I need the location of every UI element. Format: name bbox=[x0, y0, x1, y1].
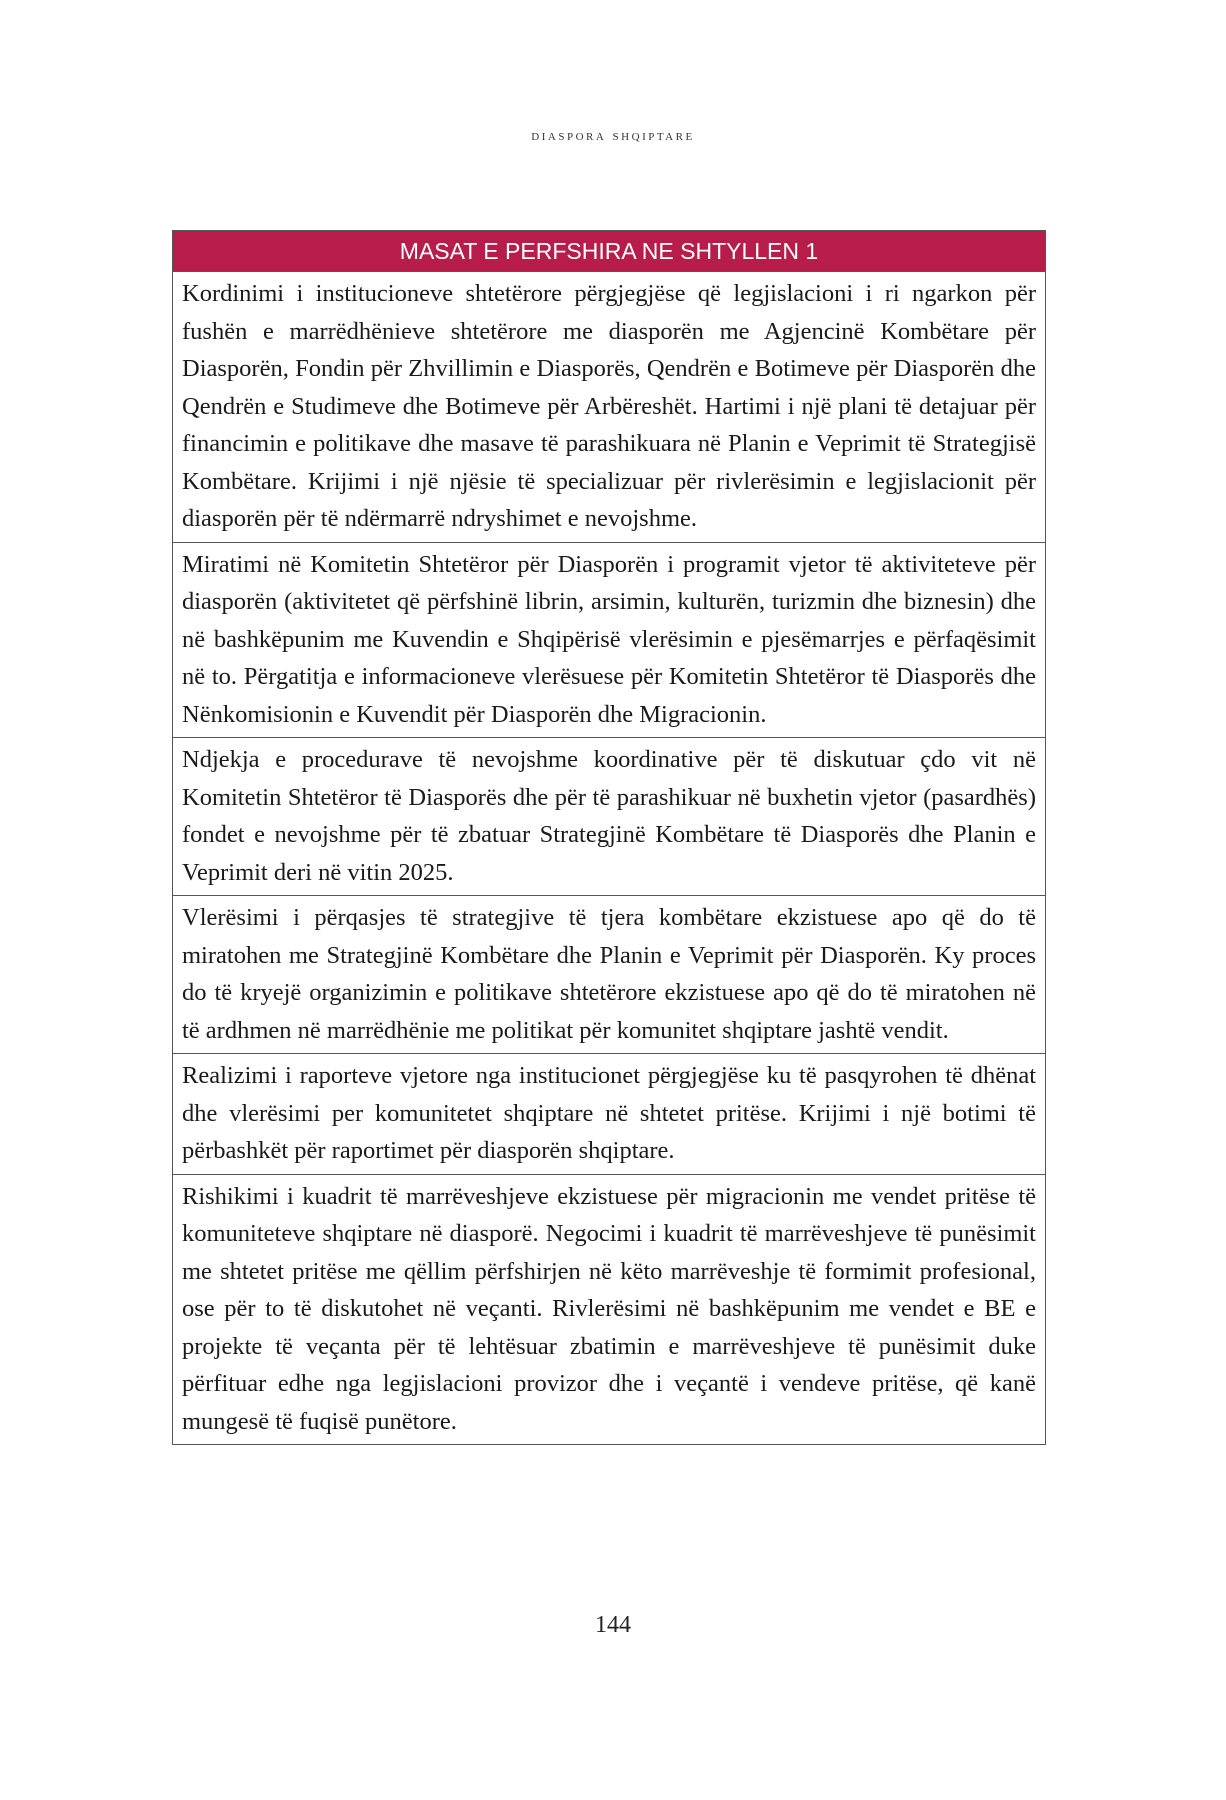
table-row bbox=[173, 738, 1046, 896]
running-header: diaspora shqiptare bbox=[531, 128, 695, 144]
measure-cell-2: Miratimi në Komitetin Shtetëror për Diasporën i programit vjetor të aktiviteteve për diasporën (aktivitetet që përfshinë librin, arsimin, kulturën, turizmin dhe biznesin) dhe në bashkëpunim me Kuvendin e Shqipërisë vlerësimin e pjesëmarrjes e përfaqësimit në to. Përgatitja e informacioneve vlerësuese për Komitetin Shtetëror të Diasporës dhe Nënkomisionin e Kuvendit për Diasporën dhe Migracionin. bbox=[173, 542, 1046, 738]
measure-cell-5: Realizimi i raporteve vjetore nga institucionet përgjegjëse ku të pasqyrohen të dhënat dhe vlerësimi per komunitetet shqiptare në shtetet pritëse. Krijimi i një botimi të përbashkët për raportimet për diasporën shqiptare. bbox=[173, 1054, 1046, 1175]
measures-table bbox=[172, 230, 1046, 1445]
table-row bbox=[173, 272, 1046, 543]
table-row bbox=[173, 542, 1046, 738]
table-row bbox=[173, 1174, 1046, 1445]
measure-cell-6: Rishikimi i kuadrit të marrëveshjeve ekzistuese për migracionin me vendet pritëse të komuniteteve shqiptare në diasporë. Negocimi i kuadrit të marrëveshjeve të punësimit me shtetet pritëse me qëllim përfshirjen në këto marrëveshje të formimit profesional, ose për to të diskutohet në veçanti. Rivlerësimi në bashkëpunim me vendet e BE e projekte të veçanta për të lehtësuar zbatimin e marrëveshjeve të punësimit duke përfituar edhe nga legjislacioni provizor dhe i veçantë i vendeve pritëse, që kanë mungesë të fuqisë punëtore. bbox=[173, 1174, 1046, 1445]
table-row bbox=[173, 896, 1046, 1054]
table-row bbox=[173, 1054, 1046, 1175]
table-header-row bbox=[173, 231, 1046, 272]
page-number: 144 bbox=[595, 1612, 631, 1638]
measure-cell-3: Ndjekja e procedurave të nevojshme koordinative për të diskutuar çdo vit në Komitetin Shtetëror të Diasporës dhe për të parashikuar në buxhetin vjetor (pasardhës) fondet e nevojshme për të zbatuar Strategjinë Kombëtare të Diasporës dhe Planin e Veprimit deri në vitin 2025. bbox=[173, 738, 1046, 896]
measure-cell-4: Vlerësimi i përqasjes të strategjive të tjera kombëtare ekzistuese apo që do të miratohen me Strategjinë Kombëtare dhe Planin e Veprimit për Diasporën. Ky proces do të kryejë organizimin e politikave shtetërore ekzistuese apo që do të miratohen në të ardhmen në marrëdhënie me politikat për komunitet shqiptare jashtë vendit. bbox=[173, 896, 1046, 1054]
measure-cell-1: Kordinimi i institucioneve shtetërore përgjegjëse që legjislacioni i ri ngarkon për fushën e marrëdhënieve shtetërore me diasporën me Agjencinë Kombëtare për Diasporën, Fondin për Zhvillimin e Diasporës, Qendrën e Botimeve për Diasporën dhe Qendrën e Studimeve dhe Botimeve për Arbëreshët. Hartimi i një plani të detajuar për financimin e politikave dhe masave të parashikuara në Planin e Veprimit të Strategjisë Kombëtare. Krijimi i një njësie të specializuar për rivlerësimin e legjislacionit për diasporën për të ndërmarrë ndryshimet e nevojshme. bbox=[173, 272, 1046, 543]
table-title: MASAT E PERFSHIRA NE SHTYLLEN 1 bbox=[173, 231, 1046, 272]
